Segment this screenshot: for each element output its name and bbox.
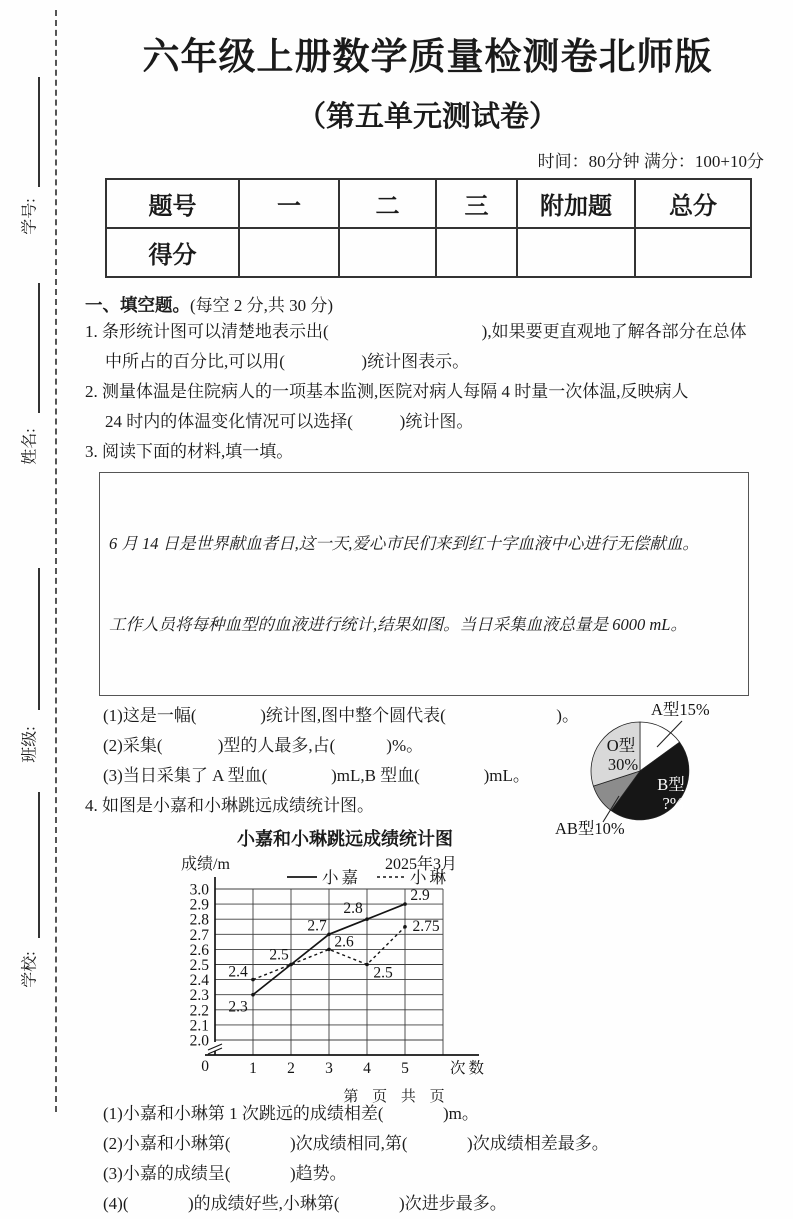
question-4-sub-1: (1)小嘉和小琳第 1 次跳远的成绩相差( )m。 — [103, 1104, 479, 1123]
data-point — [327, 948, 331, 952]
y-tick-label: 2.3 — [189, 987, 209, 1005]
x-tick-label: 5 — [401, 1060, 409, 1077]
exam-content — [85, 26, 770, 1219]
jump-line-chart — [145, 847, 507, 1102]
question-3-sub-2: (2)采集( )型的人最多,占( )%。 — [103, 736, 424, 755]
data-label: 2.5 — [373, 964, 393, 982]
x-axis-label: 次数 — [450, 1060, 488, 1077]
data-label: 2.7 — [307, 917, 327, 935]
section-points: (每空 2 分,共 30 分) — [190, 296, 334, 315]
score-header-cell: 总分 — [635, 179, 751, 228]
data-point — [365, 917, 369, 921]
question-1-line-2: 中所占的百分比,可以用( )统计图表示。 — [105, 352, 470, 371]
question-4-stem: 4. 如图是小嘉和小琳跳远成绩统计图。 — [85, 796, 374, 815]
data-point — [403, 925, 407, 929]
score-header-cell: 二 — [339, 179, 436, 228]
x-tick-label: 3 — [325, 1060, 333, 1077]
x-tick-label: 2 — [287, 1060, 295, 1077]
score-table-header-row — [106, 179, 751, 228]
sidebar-field-class: 班级: — [21, 726, 39, 763]
score-table-score-row — [106, 228, 751, 277]
section-number: 一、填空题。 — [85, 295, 190, 315]
section-heading — [85, 291, 770, 317]
question-1-line-1: 1. 条形统计图可以清楚地表示出( ),如果要更直观地了解各部分在总体 — [85, 322, 747, 341]
data-label: 2.9 — [410, 887, 430, 905]
x-tick-label: 4 — [363, 1060, 371, 1077]
question-3-stem: 3. 阅读下面的材料,填一填。 — [85, 442, 294, 461]
data-label: 2.8 — [343, 900, 363, 918]
y-tick-label: 2.0 — [189, 1032, 209, 1050]
page-subtitle: （第五单元测试卷） — [296, 101, 558, 133]
pie-label-A: A型15% — [651, 700, 710, 719]
page-footer: 第 页 共 页 — [343, 1089, 450, 1105]
data-label: 2.3 — [228, 998, 248, 1016]
line-chart-svg — [145, 847, 507, 1097]
legend-series-2-label: 小琳 — [410, 868, 449, 887]
data-label: 2.6 — [334, 933, 354, 951]
score-header-cell: 一 — [239, 179, 339, 228]
score-cell — [339, 228, 436, 277]
chart-date-note: 2025年3月 — [385, 856, 458, 873]
class-blank-line — [38, 568, 40, 710]
score-table — [105, 178, 752, 278]
y-tick-label: 2.4 — [189, 972, 209, 990]
student-id-blank-line — [38, 77, 40, 187]
name-blank-line — [38, 283, 40, 413]
score-cell — [436, 228, 517, 277]
sidebar-field-school: 学校: — [21, 951, 39, 988]
data-point — [289, 963, 293, 967]
y-tick-label: 2.5 — [189, 957, 209, 974]
y-tick-label: 2.8 — [189, 911, 209, 929]
question-4-sub-2: (2)小嘉和小琳第( )次成绩相同,第( )次成绩相差最多。 — [103, 1134, 609, 1153]
score-row-label: 得分 — [106, 228, 239, 277]
material-line-1: 6 月 14 日是世界献血者日,这一天,爱心市民们来到红十字血液中心进行无偿献血。 — [109, 534, 699, 553]
question-3-sub-3: (3)当日采集了 A 型血( )mL,B 型血( )mL。 — [103, 766, 530, 785]
y-tick-label: 2.9 — [189, 896, 209, 914]
y-tick-label: 2.1 — [189, 1017, 209, 1035]
line-plot-area — [190, 877, 479, 1077]
pie-label-O-name: O型 — [606, 736, 636, 755]
y-tick-label: 3.0 — [189, 881, 209, 899]
pie-label-B-name: B型 — [657, 775, 685, 794]
score-cell — [635, 228, 751, 277]
score-cell — [239, 228, 339, 277]
question-4-sub-4: (4)( )的成绩好些,小琳第( )次进步最多。 — [103, 1194, 507, 1213]
question-2-line-2: 24 时内的体温变化情况可以选择( )统计图。 — [105, 412, 474, 431]
pie-label-AB: AB型10% — [555, 819, 625, 838]
jump-line-chart-block — [85, 823, 770, 1099]
score-header-cell: 附加题 — [517, 179, 635, 228]
y-tick-label: 2.2 — [189, 1002, 209, 1020]
x-tick-label: 1 — [249, 1060, 257, 1077]
sidebar-field-name: 姓名: — [21, 428, 39, 465]
pie-label-O-value: 30% — [607, 755, 639, 774]
question-2-line-1: 2. 测量体温是住院病人的一项基本监测,医院对病人每隔 4 时量一次体温,反映病人 — [85, 382, 689, 401]
y-tick-label: 2.7 — [189, 926, 209, 944]
question-3-sub-1: (1)这是一幅( )统计图,图中整个圆代表( )。 — [103, 706, 579, 725]
time-score-meta: 时间：80分钟 满分：100+10分 — [537, 152, 764, 171]
legend-series-1-label: 小嘉 — [322, 868, 361, 887]
score-header-cell: 题号 — [106, 179, 239, 228]
line-chart-title: 小嘉和小琳跳远成绩统计图 — [237, 829, 453, 849]
score-cell — [517, 228, 635, 277]
score-header-cell: 三 — [436, 179, 517, 228]
question-3-subitems — [85, 700, 770, 838]
data-label: 2.5 — [269, 946, 289, 964]
data-point — [403, 902, 407, 906]
data-point — [327, 933, 331, 937]
data-point — [365, 963, 369, 967]
data-label: 2.4 — [228, 963, 248, 981]
school-blank-line — [38, 792, 40, 938]
data-point — [251, 978, 255, 982]
y-origin-label: 0 — [201, 1058, 209, 1075]
sidebar-field-student-id: 学号: — [21, 198, 39, 235]
question-4-sub-3: (3)小嘉的成绩呈( )趋势。 — [103, 1164, 347, 1183]
pie-plot-area — [555, 700, 710, 838]
reading-material-box — [99, 472, 749, 696]
page-title: 六年级上册数学质量检测卷北师版 — [142, 36, 713, 77]
data-label: 2.75 — [412, 917, 440, 935]
y-axis-label: 成绩/m — [181, 856, 230, 873]
y-tick-label: 2.6 — [189, 941, 209, 959]
data-point — [251, 993, 255, 997]
material-line-2: 工作人员将每种血型的血液进行统计,结果如图。当日采集血液总量是 6000 mL。 — [109, 615, 687, 634]
pie-label-B-value: ?% — [662, 794, 684, 813]
dashed-separator-line — [55, 10, 57, 1112]
